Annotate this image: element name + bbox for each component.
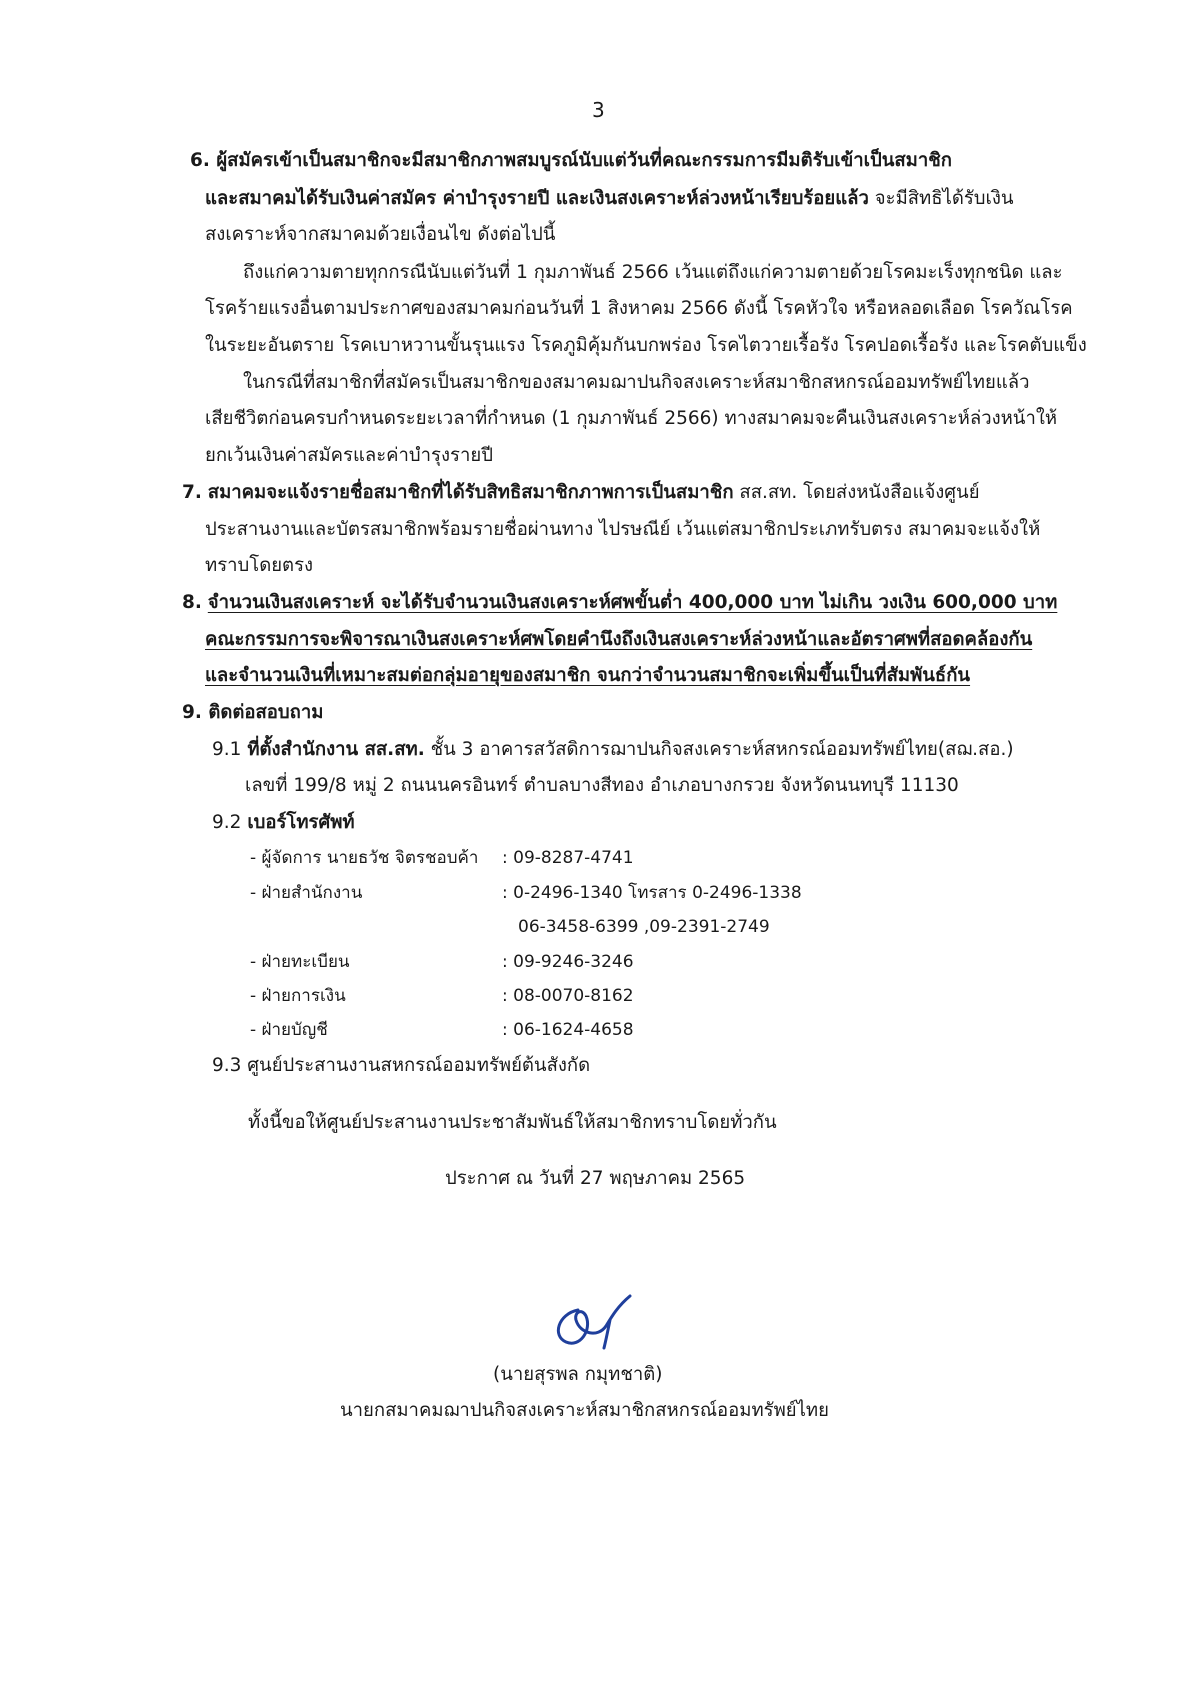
item9-2-number: 9.2: [212, 812, 248, 833]
item7-line1-bold: สมาคมจะแจ้งรายชื่อสมาชิกที่ได้รับสิทธิสมาชิกภาพการเป็นสมาชิก: [207, 482, 734, 503]
signer-name: (นายสุรพล กมุทชาติ): [493, 1364, 663, 1385]
item7-line1-rest: สส.สท. โดยส่งหนังสือแจ้งศูนย์: [733, 482, 980, 503]
item7-number: 7.: [182, 482, 202, 503]
item9-1-rest: ชั้น 3 อาคารสวัสดิการฌาปนกิจสงเคราะห์สหกรณ์ออมทรัพย์ไทย(สฌ.สอ.): [424, 739, 1014, 760]
contact-label-office: - ฝ่ายสำนักงาน: [250, 883, 363, 903]
item7-line3: ทราบโดยตรง: [205, 555, 314, 576]
item7-line2: ประสานงานและบัตรสมาชิกพร้อมรายชื่อผ่านทาง ไปรษณีย์ เว้นแต่สมาชิกประเภทรับตรง สมาคมจะแจ้งให้: [205, 519, 1041, 540]
contact-value-office-extra: 06-3458-6399 ,09-2391-2749: [518, 917, 770, 937]
contact-value-manager: : 09-8287-4741: [502, 848, 634, 868]
item6-para2-line2: เสียชีวิตก่อนครบกำหนดระยะเวลาที่กำหนด (1 กุมภาพันธ์ 2566) ทางสมาคมจะคืนเงินสงเคราะห์ล่วงหน้าให้: [205, 408, 1058, 429]
item8-number: 8.: [182, 592, 202, 613]
contact-value-registration: : 09-9246-3246: [502, 952, 634, 972]
page-number: 3: [592, 98, 605, 122]
item9-1-line1: [212, 737, 1014, 763]
contact-label-finance: - ฝ่ายการเงิน: [250, 986, 346, 1006]
item7-line1: [182, 480, 980, 506]
signer-title: นายกสมาคมฌาปนกิจสงเคราะห์สมาชิกสหกรณ์ออมทรัพย์ไทย: [340, 1400, 829, 1421]
item6-line2: [205, 186, 1014, 212]
item6-para1-line1: ถึงแก่ความตายทุกกรณีนับแต่วันที่ 1 กุมภาพันธ์ 2566 เว้นแต่ถึงแก่ความตายด้วยโรคมะเร็งทุกชนิด และ: [243, 262, 1063, 283]
signature-image: [548, 1290, 638, 1350]
item6-line3: สงเคราะห์จากสมาคมด้วยเงื่อนไข ดังต่อไปนี้: [205, 224, 556, 245]
item6-para1-line3: ในระยะอันตราย โรคเบาหวานขั้นรุนแรง โรคภูมิคุ้มกันบกพร่อง โรคไตวายเรื้อรัง โรคปอดเรื้อรัง และโรคตับแข็ง: [205, 335, 1087, 356]
contact-label-manager: - ผู้จัดการ นายธวัช จิตรชอบค้า: [250, 848, 479, 868]
contact-value-accounting: : 06-1624-4658: [502, 1020, 634, 1040]
contact-value-finance: : 08-0070-8162: [502, 986, 634, 1006]
item6-para2-line3: ยกเว้นเงินค่าสมัครและค่าบำรุงรายปี: [205, 445, 493, 466]
contact-label-registration: - ฝ่ายทะเบียน: [250, 952, 350, 972]
item9-1-number: 9.1: [212, 739, 248, 760]
item9-heading: 9. ติดต่อสอบถาม: [182, 702, 324, 723]
contact-value-office: : 0-2496-1340 โทรสาร 0-2496-1338: [502, 883, 802, 903]
item8-line3: และจำนวนเงินที่เหมาะสมต่อกลุ่มอายุของสมาชิก จนกว่าจำนวนสมาชิกจะเพิ่มขึ้นเป็นที่สัมพันธ์กัน: [205, 665, 971, 686]
item9-3: 9.3 ศูนย์ประสานงานสหกรณ์ออมทรัพย์ต้นสังกัด: [212, 1055, 591, 1076]
item6-line2-rest: จะมีสิทธิได้รับเงิน: [868, 188, 1014, 209]
item9-1-bold: ที่ตั้งสำนักงาน สส.สท.: [247, 739, 425, 760]
item9-2-heading: [212, 810, 355, 836]
item8-line1-text: จำนวนเงินสงเคราะห์ จะได้รับจำนวนเงินสงเคราะห์ศพขั้นต่ำ 400,000 บาท ไม่เกิน วงเงิน 600,000 บาท: [207, 592, 1058, 613]
item6-line1: 6. ผู้สมัครเข้าเป็นสมาชิกจะมีสมาชิกภาพสมบูรณ์นับแต่วันที่คณะกรรมการมีมติรับเข้าเป็นสมาชิก: [190, 150, 953, 171]
item6-para2-line1: ในกรณีที่สมาชิกที่สมัครเป็นสมาชิกของสมาคมฌาปนกิจสงเคราะห์สมาชิกสหกรณ์ออมทรัพย์ไทยแล้ว: [243, 372, 1030, 393]
item9-1-line2: เลขที่ 199/8 หมู่ 2 ถนนนครอินทร์ ตำบลบางสีทอง อำเภอบางกรวย จังหวัดนนทบุรี 11130: [245, 775, 959, 796]
item6-line2-bold: และสมาคมได้รับเงินค่าสมัคร ค่าบำรุงรายปี และเงินสงเคราะห์ล่วงหน้าเรียบร้อยแล้ว: [205, 188, 869, 209]
item9-2-bold: เบอร์โทรศัพท์: [247, 812, 355, 833]
item8-line2: คณะกรรมการจะพิจารณาเงินสงเคราะห์ศพโดยคำนึงถึงเงินสงเคราะห์ล่วงหน้าและอัตราศพที่สอดคล้องกัน: [205, 629, 1033, 650]
closing-statement: ทั้งนี้ขอให้ศูนย์ประสานงานประชาสัมพันธ์ให้สมาชิกทราบโดยทั่วกัน: [248, 1112, 777, 1133]
contact-label-accounting: - ฝ่ายบัญชี: [250, 1020, 328, 1040]
announcement-date: ประกาศ ณ วันที่ 27 พฤษภาคม 2565: [445, 1168, 746, 1189]
item6-para1-line2: โรคร้ายแรงอื่นตามประกาศของสมาคมก่อนวันที่ 1 สิงหาคม 2566 ดังนี้ โรคหัวใจ หรือหลอดเลือด โรควัณโรค: [205, 298, 1073, 319]
item8-line1: [182, 590, 1057, 616]
